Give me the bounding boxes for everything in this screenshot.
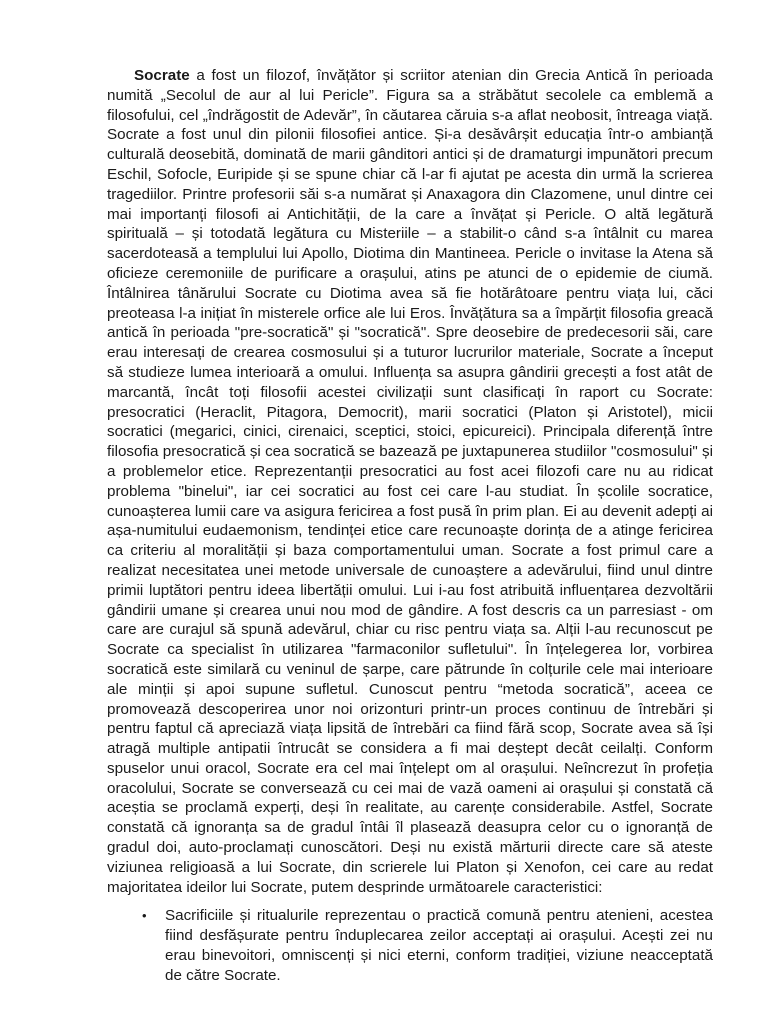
bullet-list [107,906,713,985]
document-page [107,66,713,986]
body-paragraph [107,66,713,897]
bullet-text: Sacrificiile și ritualurile reprezentau o practică comună pentru atenieni, acestea fiind desfășurate pentru înduplecarea zeilor acceptați ai orașului. Acești zei nu erau binevoitori, omniscenți și nici eterni, conform tradiției, viziune neacceptată de către Socrate. [165,907,713,984]
bullet-item [142,906,713,985]
bullet-marker: • [142,908,147,924]
paragraph-lead-word: Socrate [134,67,190,84]
paragraph-text: a fost un filozof, învățător și scriitor atenian din Grecia Antică în perioada numită „Secolul de aur al lui Pericle”. Figura sa a străbătut secolele ca emblemă a filosofului, cel „îndrăgostit de Adevăr”, în căutarea căruia s-a aflat neobosit, întreaga viață. Socrate a fost unul din pilonii filosofiei antice. Și-a desăvârșit educația într-o ambianță culturală deosebită, dominată de marii gânditori antici și de dramaturgi impunători precum Eschil, Sofocle, Euripide și se spune chiar că l-ar fi ajutat pe acesta din urmă la scrierea tragediilor. Printre profesorii săi s-a numărat și Anaxagora din Clazomene, unul dintre cei mai importanți filosofi ai Antichității, de la care a învățat și Pericle. O altă legătură spirituală – și totodată legătura cu Misteriile – a stabilit-o când s-a întâlnit cu marea sacerdoteasă a templului lui Apollo, Diotima din Mantineea. Pericle o invitase la Atena să oficieze ceremoniile de purificare a orașului, atins pe atunci de o epidemie de ciumă. Întâlnirea tânărului Socrate cu Diotima avea să fie hotărâtoare pentru viața lui, căci preoteasa l-a inițiat în misterele orfice ale lui Eros. Învățătura sa a împărțit filosofia greacă antică în perioada "pre-socratică" și "socratică". Spre deosebire de predecesorii săi, care erau interesați de crearea cosmosului și a tuturor lucrurilor materiale, Socrate a început să studieze lumea interioară a omului. Influența sa asupra gândirii grecești a fost atât de marcantă, încât toți filosofii acestei civilizații sunt clasificați în raport cu Socrate: presocratici (Heraclit, Pitagora, Democrit), marii socratici (Platon și Aristotel), micii socratici (megarici, cinici, cirenaici, sceptici, stoici, epicureici). Principala diferență între filosofia presocratică și cea socratică se bazează pe juxtapunerea studiilor "cosmosului" și a problemelor etice. Reprezentanții presocratici au fost acei filozofi care nu au ridicat problema "binelui", iar cei socratici au fost cei care l-au studiat. În școlile socratice, cunoașterea lumii care va asigura fericirea a fost pusă în prim plan. Ei au devenit adepți ai așa-numitului eudaemonism, tendinței etice care recunoaște dorința de a atinge fericirea ca criteriu al moralității și baza comportamentului uman. Socrate a fost primul care a realizat necesitatea unei metode universale de cunoaștere a adevărului, fiind unul dintre primii luptători pentru ideea libertății omului. Lui i-au fost atribuită influențarea dezvoltării gândirii umane și crearea unui nou mod de gândire. A fost descris ca un parresiast - om care are curajul să spună adevărul, chiar cu risc pentru viața sa. Alții l-au recunoscut pe Socrate ca specialist în utilizarea "farmaconilor sufletului". În înțelegerea lor, vorbirea socratică este similară cu veninul de șarpe, care pătrunde în colțurile cele mai interioare ale minții și apoi supune sufletul. Cunoscut pentru “metoda socratică”, aceea ce promovează descoperirea unor noi orizonturi printr-un proces continuu de întrebări și pentru faptul că apreciază viața lipsită de întrebări ca fiind fără scop, Socrate avea să își atragă multiple antipatii întrucât se considera a fi mai deștept decât ceilalți. Conform spuselor unui oracol, Socrate era cel mai înțelept om al orașului. Neîncrezut în profeția oracolului, Socrate se conversează cu cei mai de vază oameni ai orașului și constată că aceștia se proclamă experți, deși în realitate, au carențe considerabile. Astfel, Socrate constată că ignoranța sa de gradul întâi îl plasează deasupra celor cu o ignoranță de gradul doi, auto-proclamați cunoscători. Deși nu există mărturii directe care să ateste viziunea religioasă a lui Socrate, din scrierele lui Platon și Xenofon, cei care au redat majoritatea ideilor lui Socrate, putem desprinde următoarele caracteristici: [107,67,713,896]
